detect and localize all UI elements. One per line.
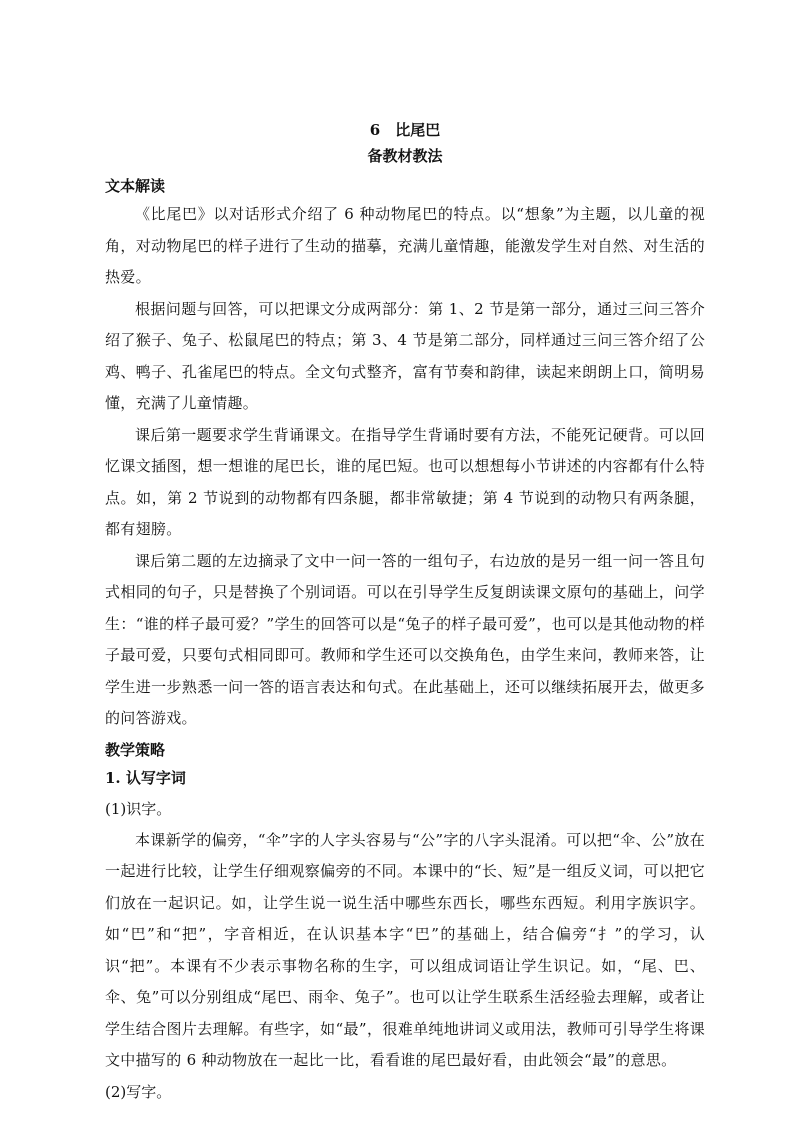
lesson-subtitle: 备教材教法: [367, 147, 443, 165]
document-body: [105, 117, 705, 1108]
strategy-item-1: 1. 认写字词: [105, 768, 186, 787]
section-heading-text-analysis: 文本解读: [105, 177, 166, 195]
paragraph-intro: 《比尾巴》以对话形式介绍了 6 种动物尾巴的特点。以“想象”为主题，以儿童的视角，对动物尾巴的样子进行了生动的描摹，充满儿童情趣，能激发学生对自然、对生活的热爱。: [105, 205, 705, 286]
paragraph-character-recognition: 本课新学的偏旁，“伞”字的人字头容易与“公”字的八字头混淆。可以把“伞、公”放在一起进行比较，让学生仔细观察偏旁的不同。本课中的“长、短”是一组反义词，可以把它们放在一起识记。如，让学生说一说生活中哪些东西长，哪些东西短。利用字族识字。如“巴”和“把”，字音相近，在认识基本字“巴”的基础上，结合偏旁“扌”的学习，认识“把”。本课有不少表示事物名称的生字，可以组成词语让学生识记。如，“尾、巴、伞、兔”可以分别组成“尾巴、雨伞、兔子”。也可以让学生联系生活经验去理解，或者让学生结合图片去理解。有些字，如“最”，很难单纯地讲词义或用法，教师可引导学生将课文中描写的 6 种动物放在一起比一比，看看谁的尾巴最好看，由此领会“最”的意思。: [105, 830, 705, 1069]
paragraph-exercise-two: 课后第二题的左边摘录了文中一问一答的一组句子，右边放的是另一组一问一答且句式相同的句子，只是替换了个别词语。可以在引导学生反复朗读课文原句的基础上，问学生：“谁的样子最可爱？”学生的回答可以是“兔子的样子最可爱”，也可以是其他动物的样子最可爱，只要句式相同即可。教师和学生还可以交换角色，由学生来问，教师来答，让学生进一步熟悉一问一答的语言表达和句式。在此基础上，还可以继续拓展开去，做更多的问答游戏。: [105, 551, 705, 727]
strategy-subitem-write: (2)写字。: [105, 1082, 172, 1101]
lesson-title: 6 比尾巴: [369, 121, 441, 139]
section-heading-teaching-strategy: 教学策略: [105, 740, 166, 759]
paragraph-exercise-one: 课后第一题要求学生背诵课文。在指导学生背诵时要有方法，不能死记硬背。可以回忆课文插图，想一想谁的尾巴长，谁的尾巴短。也可以想想每小节讲述的内容都有什么特点。如，第 2 节说到的动物都有四条腿，都非常敏捷；第 4 节说到的动物只有两条腿，都有翅膀。: [105, 425, 705, 538]
paragraph-structure: 根据问题与回答，可以把课文分成两部分：第 1、2 节是第一部分，通过三问三答介绍了猴子、兔子、松鼠尾巴的特点；第 3、4 节是第二部分，同样通过三问三答介绍了公鸡、鸭子、孔雀尾巴的特点。全文句式整齐，富有节奏和韵律，读起来朗朗上口，简明易懂，充满了儿童情趣。: [105, 299, 705, 412]
strategy-subitem-recognize: (1)识字。: [105, 799, 172, 818]
